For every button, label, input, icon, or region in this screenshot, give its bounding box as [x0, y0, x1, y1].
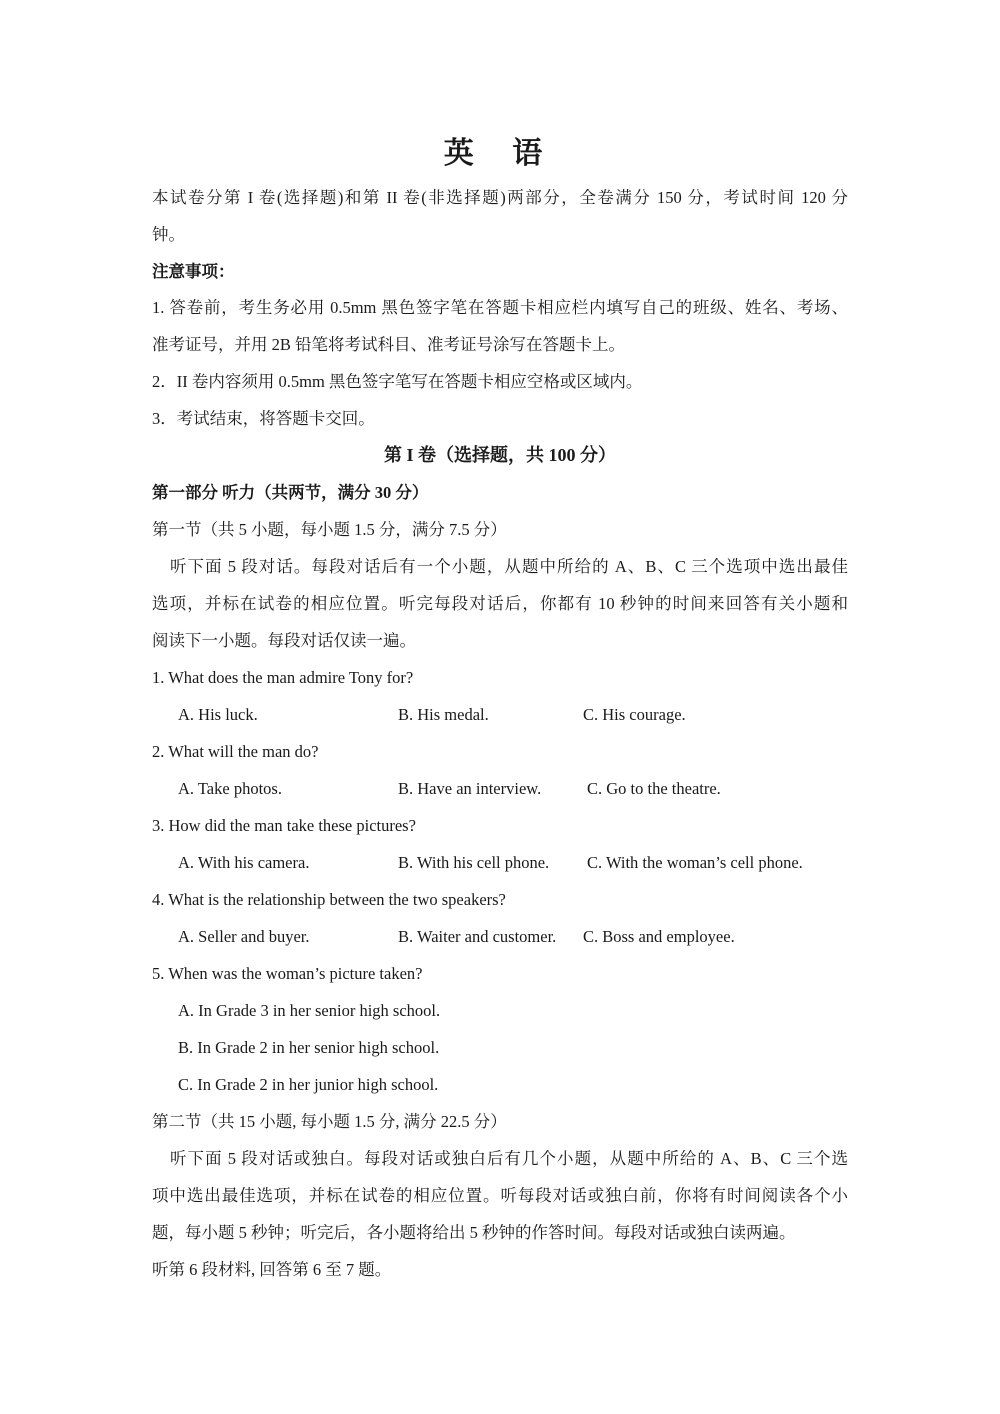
- note-item: 2．II 卷内容须用 0.5mm 黑色签字笔写在答题卡相应空格或区域内。: [152, 372, 643, 391]
- section1-instructions: 阅读下一小题。每段对话仅读一遍。: [152, 631, 416, 650]
- intro-line-2: 钟。: [152, 225, 185, 244]
- notes-heading: 注意事项：: [152, 262, 235, 281]
- question-3: 3. How did the man take these pictures?: [152, 816, 416, 835]
- option-c: C. In Grade 2 in her junior high school.: [178, 1075, 439, 1094]
- option-a: A. Seller and buyer.: [178, 927, 310, 946]
- option-a: A. With his camera.: [178, 853, 310, 872]
- section2-instructions: 听下面 5 段对话或独白。每段对话或独白后有几个小题，从题中所给的 A、B、C 三个选: [170, 1149, 848, 1168]
- question-1: 1. What does the man admire Tony for?: [152, 668, 414, 687]
- note-item: 准考证号，并用 2B 铅笔将考试科目、准考证号涂写在答题卡上。: [152, 335, 626, 354]
- question-2: 2. What will the man do?: [152, 742, 319, 761]
- question-5: 5. When was the woman’s picture taken?: [152, 964, 423, 983]
- option-c: C. With the woman’s cell phone.: [587, 853, 803, 872]
- option-a: A. In Grade 3 in her senior high school.: [178, 1001, 441, 1020]
- option-b: B. Have an interview.: [398, 779, 542, 798]
- note-item: 1. 答卷前，考生务必用 0.5mm 黑色签字笔在答题卡相应栏内填写自己的班级、姓名、考场、: [152, 298, 848, 317]
- section1-heading: 第一节（共 5 小题，每小题 1.5 分，满分 7.5 分）: [152, 520, 507, 539]
- note-item: 3．考试结束，将答题卡交回。: [152, 409, 375, 428]
- page-title: 英 语: [443, 136, 557, 171]
- option-c: C. His courage.: [583, 705, 686, 724]
- option-c: C. Go to the theatre.: [587, 779, 721, 798]
- option-a: A. His luck.: [178, 705, 258, 724]
- option-a: A. Take photos.: [178, 779, 282, 798]
- option-b: B. In Grade 2 in her senior high school.: [178, 1038, 440, 1057]
- volume-heading: 第 I 卷（选择题，共 100 分）: [383, 445, 616, 465]
- section1-instructions: 听下面 5 段对话。每段对话后有一个小题，从题中所给的 A、B、C 三个选项中选出最佳: [170, 557, 848, 576]
- section2-heading: 第二节（共 15 小题, 每小题 1.5 分, 满分 22.5 分）: [152, 1112, 507, 1131]
- option-b: B. With his cell phone.: [398, 853, 550, 872]
- section2-instructions: 项中选出最佳选项，并标在试卷的相应位置。听每段对话或独白前，你将有时间阅读各个小: [152, 1186, 848, 1205]
- option-b: B. Waiter and customer.: [398, 927, 557, 946]
- section2-instructions: 题，每小题 5 秒钟；听完后，各小题将给出 5 秒钟的作答时间。每段对话或独白读两遍。: [152, 1223, 796, 1242]
- part1-heading: 第一部分 听力（共两节，满分 30 分）: [152, 483, 429, 502]
- intro-line-1: 本试卷分第 I 卷(选择题)和第 II 卷(非选择题)两部分，全卷满分 150 分，考试时间 120 分: [152, 188, 848, 207]
- option-b: B. His medal.: [398, 705, 489, 724]
- section1-instructions: 选项，并标在试卷的相应位置。听完每段对话后，你都有 10 秒钟的时间来回答有关小题和: [152, 594, 848, 613]
- option-c: C. Boss and employee.: [583, 927, 735, 946]
- question-4: 4. What is the relationship between the two speakers?: [152, 890, 506, 909]
- section2-instructions: 听第 6 段材料, 回答第 6 至 7 题。: [152, 1260, 392, 1279]
